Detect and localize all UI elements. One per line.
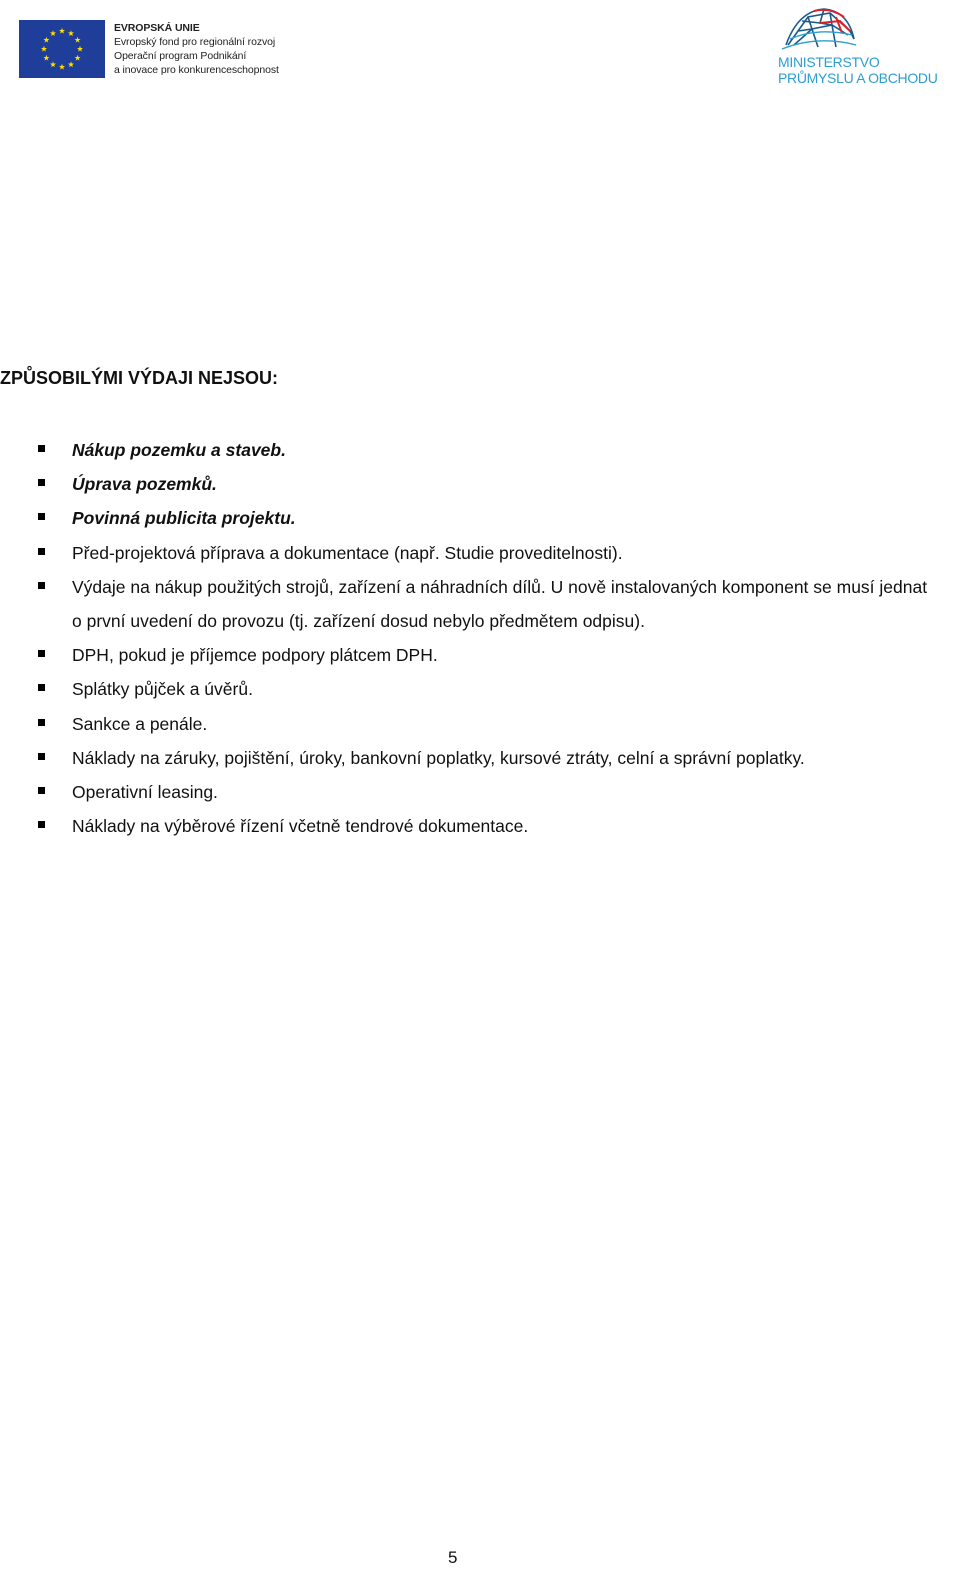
- list-item-text: Náklady na záruky, pojištění, úroky, bankovní poplatky, kursové ztráty, celní a správní poplatky.: [72, 747, 805, 768]
- list-item: [38, 809, 938, 843]
- square-bullet-icon: [38, 445, 45, 452]
- list-item: [38, 501, 938, 535]
- mpo-logo-text: [778, 54, 938, 86]
- square-bullet-icon: [38, 753, 45, 760]
- list-item-text: Splátky půjček a úvěrů.: [72, 679, 253, 700]
- list-item: [38, 638, 938, 672]
- eu-logo-line: Operační program Podnikání: [114, 50, 247, 62]
- mpo-logo: [778, 5, 950, 90]
- eu-logo-text: [114, 21, 304, 77]
- list-item: [38, 536, 938, 570]
- list-item: [38, 741, 938, 775]
- list-item-text: Povinná publicita projektu.: [72, 508, 296, 529]
- list-item: [38, 467, 938, 501]
- square-bullet-icon: [38, 513, 45, 520]
- list-item: [38, 570, 938, 638]
- square-bullet-icon: [38, 650, 45, 657]
- mpo-logo-line: MINISTERSTVO: [778, 54, 880, 70]
- list-item-text: Výdaje na nákup použitých strojů, zařízení a náhradních dílů. U nově instalovaných komponent se musí jednat o první uvedení do provozu (tj. zařízení dosud nebylo předmětem odpisu).: [72, 576, 928, 632]
- eu-logo-line: a inovace pro konkurenceschopnost: [114, 64, 279, 76]
- page-number: 5: [448, 1548, 458, 1567]
- square-bullet-icon: [38, 821, 45, 828]
- list-item: [38, 775, 938, 809]
- list-item: [38, 672, 938, 706]
- list-item-text: Úprava pozemků.: [72, 474, 217, 495]
- ineligible-expenses-list: [38, 433, 938, 843]
- eu-logo: [19, 20, 299, 78]
- list-item-text: Před-projektová příprava a dokumentace (např. Studie proveditelnosti).: [72, 542, 623, 563]
- square-bullet-icon: [38, 548, 45, 555]
- list-item-text: Sankce a penále.: [72, 713, 208, 734]
- square-bullet-icon: [38, 787, 45, 794]
- list-item-text: DPH, pokud je příjemce podpory plátcem DPH.: [72, 645, 438, 666]
- list-item: [38, 433, 938, 467]
- eu-logo-line: Evropský fond pro regionální rozvoj: [114, 36, 276, 48]
- section-heading: ZPŮSOBILÝMI VÝDAJI NEJSOU:: [0, 368, 279, 388]
- globe-icon: [778, 5, 858, 57]
- square-bullet-icon: [38, 479, 45, 486]
- square-bullet-icon: [38, 684, 45, 691]
- mpo-logo-line: PRŮMYSLU A OBCHODU: [778, 70, 938, 86]
- list-item-text: Náklady na výběrové řízení včetně tendrové dokumentace.: [72, 816, 529, 837]
- square-bullet-icon: [38, 582, 45, 589]
- list-item-text: Operativní leasing.: [72, 782, 218, 803]
- list-item: [38, 707, 938, 741]
- eu-flag-icon: [19, 20, 105, 78]
- list-item-text: Nákup pozemku a staveb.: [72, 440, 286, 460]
- eu-logo-line: EVROPSKÁ UNIE: [114, 22, 200, 34]
- square-bullet-icon: [38, 719, 45, 726]
